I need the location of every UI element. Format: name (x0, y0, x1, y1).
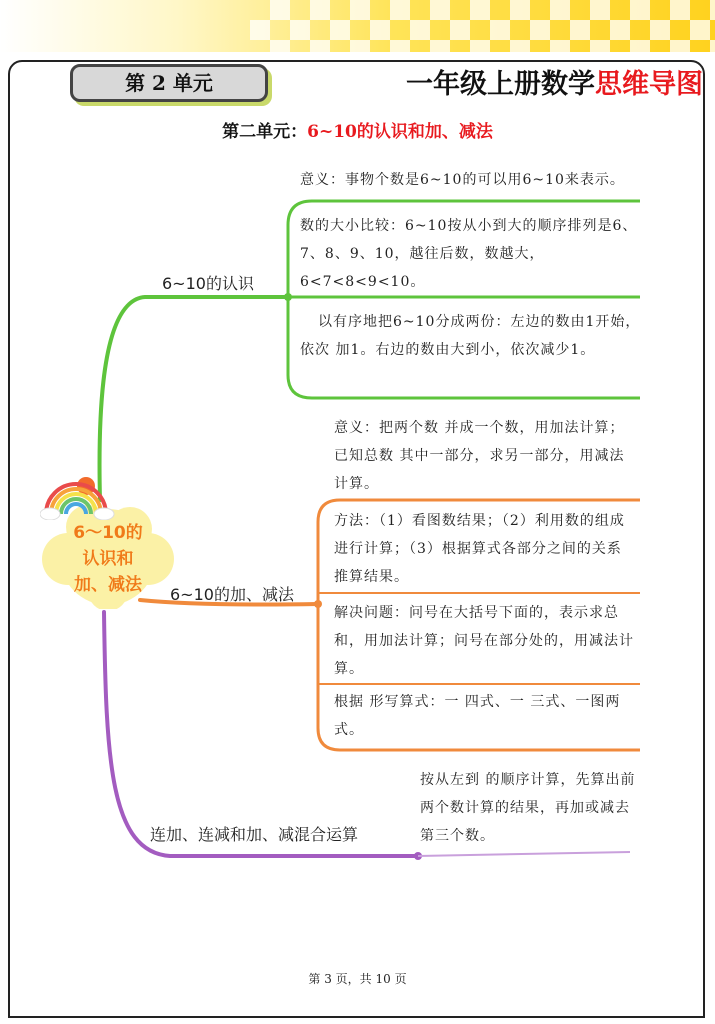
note-add-sub-formula: 根据 形写算式：一 四式、一 三式、一图两式。 (334, 694, 621, 738)
center-line-2: 认识和 (82, 549, 134, 569)
note-add-sub-method: 方法：（1）看图数结果；（2）利用数的组成进行计算；（3）根据算式各部分之间的关系推算结果。 (334, 513, 625, 585)
page-title-highlight: 思维导图 (595, 69, 703, 100)
branch-label-add-sub: 6~10的加、减法 (170, 585, 294, 604)
branch-label-recognition: 6~10的认识 (162, 274, 254, 293)
branch-line-mixed-tail (418, 852, 630, 856)
unit-tab: 第 2 单元 (70, 64, 268, 102)
note-add-sub-problem: 解决问题：问号在大括号下面的，表示求总和，用加法计算；问号在部分处的，用减法计算。 (334, 605, 634, 677)
note-mixed-order: 按从左到 的顺序计算，先算出前两个数计算的结果，再加或减去第三个数。 (420, 772, 636, 844)
center-line-1: 6～10的 (73, 523, 143, 543)
note-recognition-split: 以有序地把6~10分成两份：左边的数由1开始，依次 加1。右边的数由大到小，依次减少1。 (300, 314, 641, 358)
note-add-sub-meaning: 意义：把两个数 并成一个数，用加法计算；已知总数 其中一部分，求另一部分，用减法计算。 (334, 420, 625, 492)
center-topic (40, 520, 176, 598)
subtitle-highlight: 6~10的认识和加、减法 (307, 122, 493, 142)
subtitle-prefix: 第二单元： (222, 122, 308, 142)
page-footer: 第 3 页，共 10 页 (308, 972, 407, 986)
note-recognition-meaning: 意义：事物个数是6~10的可以用6~10来表示。 (300, 172, 625, 188)
rainbow-sun-icon (40, 474, 120, 520)
center-line-3: 加、减法 (74, 575, 142, 595)
branch-line-recognition (100, 297, 288, 500)
branch-label-mixed: 连加、连减和加、减混合运算 (150, 825, 359, 844)
note-recognition-compare: 数的大小比较：6~10按从小到大的顺序排列是6、7、8、9、10，越往后数，数越大，6<7<8<9<10。 (300, 218, 638, 290)
page-title-main: 一年级上册数学 (406, 69, 595, 100)
